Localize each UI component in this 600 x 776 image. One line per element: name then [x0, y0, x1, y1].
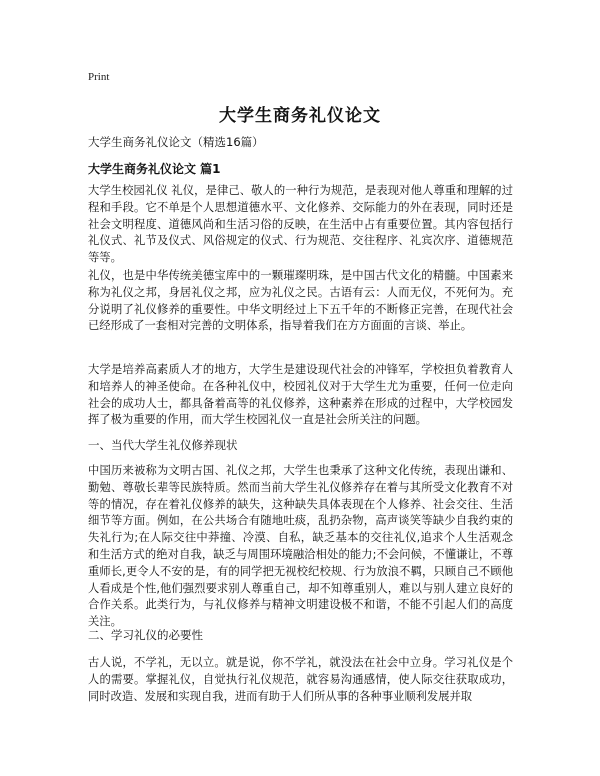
paragraph-status: 中国历来被称为文明古国、礼仪之邦，大学生也秉承了这种文化传统，表现出谦和、勤勉、尊敬长辈等民族特质。然而当前大学生礼仪修养存在着与其所受文化教育不对等的情况，存在着礼仪修养的缺失，这种缺失具体表现在个人修养、社会交往、生活细节等方面。例如，在公共场合有随地吐痰，乱扔杂物，高声谈笑等缺少自我约束的失礼行为;在人际交往中莽撞、冷漠、自私，缺乏基本的交往礼仪,追求个人生活观念和生活方式的绝对自我，缺乏与周围环境融洽相处的能力;不会问候，不懂谦让，不尊重师长,更令人不安的是，有的同学把无视校纪校规、行为放浪不羁，只顾自己不顾他人看成是个性,他们强烈要求别人尊重自己，却不知尊重别人，难以与别人建立良好的合作关系。此类行为，与礼仪修养与精神文明建设极不和谐，不能不引起人们的高度关注。: [88, 464, 513, 629]
document-title: 大学生商务礼仪论文: [219, 106, 381, 126]
paragraph-intro: 大学生校园礼仪 礼仪，是律己、敬人的一种行为规范，是表现对他人尊重和理解的过程和手段。它不单是个人思想道德水平、文化修养、交际能力的外在表现，同时还是社会文明程度、道德风尚和生活习俗的反映，在生活中占有重要位置。其内容包括行礼仪式、礼节及仪式、风俗规定的仪式、行为规范、交往程序、礼宾次序、道德规范等等。: [88, 184, 513, 265]
document-subtitle: 大学生商务礼仪论文（精选16篇）: [88, 135, 264, 149]
article-heading: 大学生商务礼仪论文 篇1: [88, 162, 221, 176]
section-heading-necessity: 二、学习礼仪的必要性: [88, 628, 203, 642]
section-heading-status: 一、当代大学生礼仪修养现状: [88, 438, 238, 452]
paragraph-necessity: 古人说，不学礼，无以立。就是说，你不学礼，就没法在社会中立身。学习礼仪是个人的需要。掌握礼仪，自觉执行礼仪规范，就容易沟通感情，使人际交往获取成功，同时改造、发展和实现自我，进而有助于人们所从事的各种事业顺利发展并取: [88, 656, 513, 703]
paragraph-university: 大学是培养高素质人才的地方，大学生是建设现代社会的冲锋军，学校担负着教育人和培养人的神圣使命。在各种礼仪中，校园礼仪对于大学生尤为重要，任何一位走向社会的成功人士，都具备着高等的礼仪修养，这种素养在形成的过程中，大学校园发挥了极为重要的作用，而大学生校园礼仪一直是社会所关注的问题。: [88, 363, 513, 427]
print-link[interactable]: Print: [88, 71, 110, 83]
paragraph-tradition: 礼仪，也是中华传统美德宝库中的一颗璀璨明珠，是中国古代文化的精髓。中国素来称为礼仪之邦，身居礼仪之邦，应为礼仪之民。古语有云：人而无仪，不死何为。充分说明了礼仪修养的重要性。中华文明经过上下五千年的不断修正完善，在现代社会已经形成了一套相对完善的文明体系，指导着我们在方方面面的言谈、举止。: [88, 269, 513, 333]
